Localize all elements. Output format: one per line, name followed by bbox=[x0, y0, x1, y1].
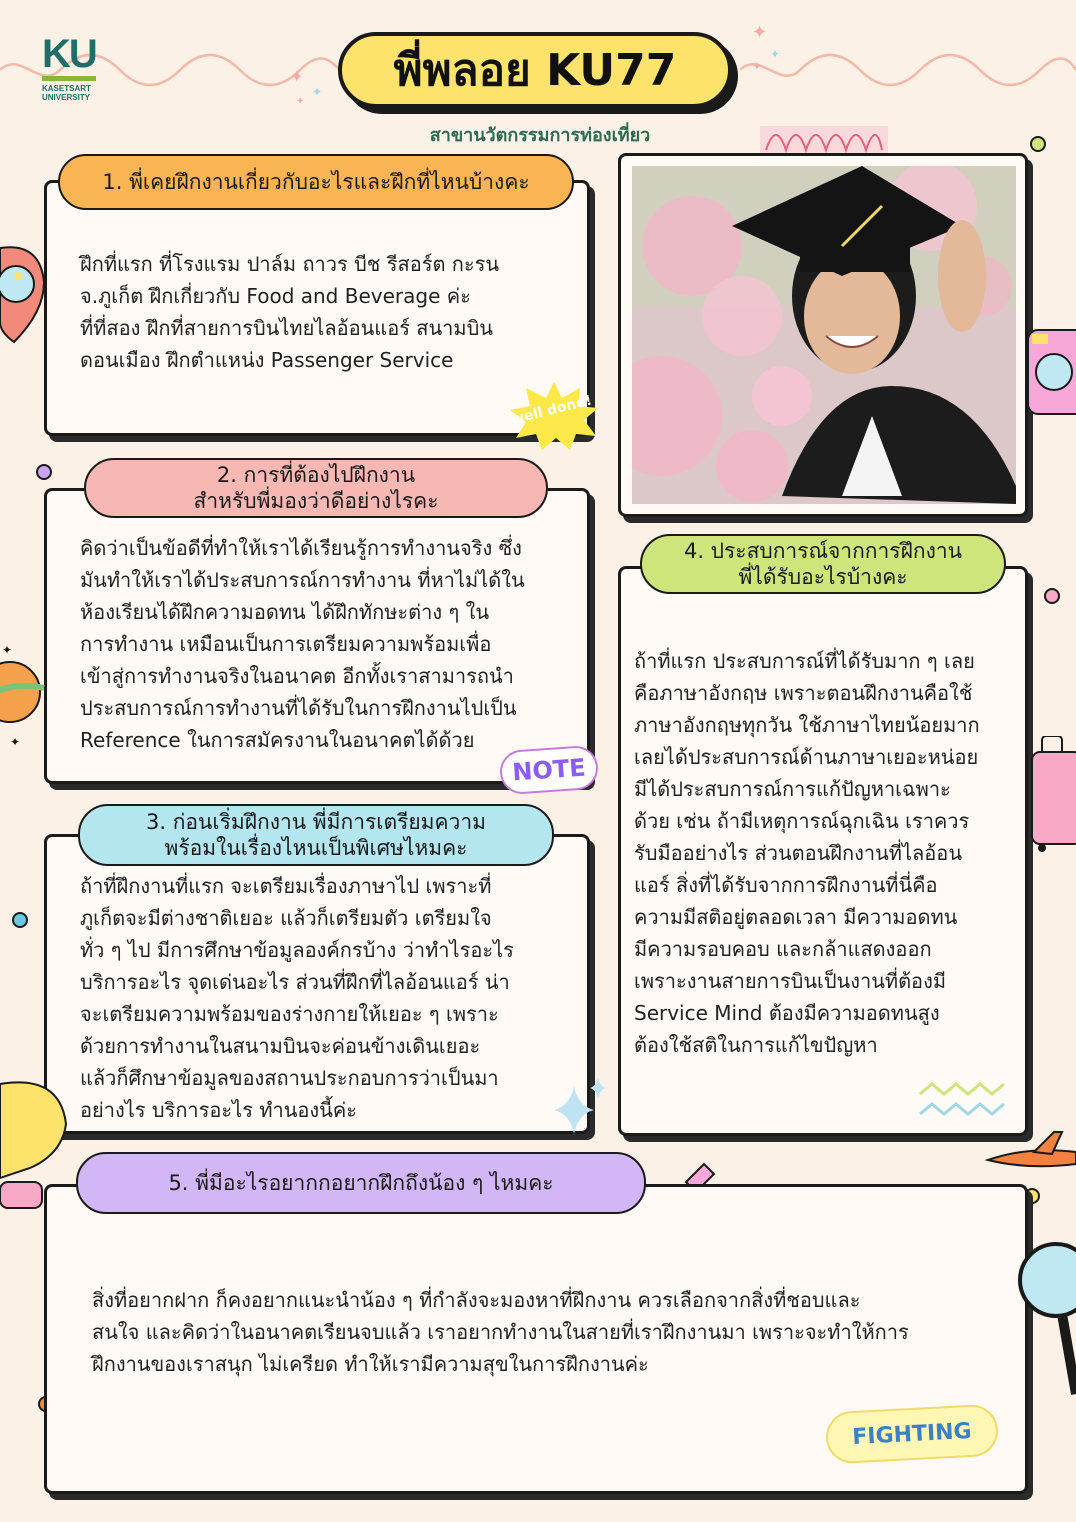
q3-answer-line: แล้วก็ศึกษาข้อมูลของสถานประกอบการว่าเป็นมา bbox=[80, 1066, 499, 1090]
q1-answer-line: จ.ภูเก็ต ฝึกเกี่ยวกับ Food and Beverage ค่ะ bbox=[80, 284, 471, 308]
q3-question-line1: 3. ก่อนเริ่มฝึกงาน พี่มีการเตรียมความ bbox=[146, 810, 486, 834]
camera-icon bbox=[1028, 320, 1076, 420]
q3-answer-line: ถ้าที่ฝึกงานที่แรก จะเตรียมเรื่องภาษาไป เพราะที่ bbox=[80, 874, 492, 898]
suitcase-icon bbox=[1030, 736, 1076, 852]
q2-answer-line: ประสบการณ์การทำงานที่ได้รับในการฝึกงานไปเป็น bbox=[80, 696, 517, 720]
q4-answer-line: เพราะงานสายการบินเป็นงานที่ต้องมี bbox=[634, 969, 947, 993]
q2-question-pill bbox=[84, 458, 548, 518]
q1-answer bbox=[80, 248, 580, 376]
airplane-icon bbox=[984, 1130, 1076, 1182]
q4-question-line2: พี่ได้รับอะไรบ้างคะ bbox=[738, 565, 908, 589]
logo-bar bbox=[42, 76, 96, 81]
q1-answer-line: ดอนเมือง ฝึกตำแหน่ง Passenger Service bbox=[80, 348, 454, 372]
q5-answer-line: สิ่งที่อยากฝาก ก็คงอยากแนะนำน้อง ๆ ที่กำลังจะมองหาที่ฝึกงาน ควรเลือกจากสิ่งที่ชอบและ bbox=[92, 1288, 861, 1312]
q2-answer-line: เข้าสู่การทำงานจริงในอนาคต อีกทั้งเราสามารถนำ bbox=[80, 664, 514, 688]
q5-question: 5. พี่มีอะไรอยากกอยากฝึกถึงน้อง ๆ ไหมคะ bbox=[168, 1171, 554, 1195]
svg-text:✦: ✦ bbox=[752, 59, 763, 73]
q4-answer-line: คือภาษาอังกฤษ เพราะตอนฝึกงานคือใช้ bbox=[634, 681, 973, 705]
q5-question-pill bbox=[76, 1152, 646, 1214]
q2-answer-line: การทำงาน เหมือนเป็นการเตรียมความพร้อมเพื่อ bbox=[80, 632, 492, 656]
decorative-dot bbox=[36, 464, 52, 480]
q3-answer-line: อย่างไร บริการอะไร ทำนองนี้ค่ะ bbox=[80, 1098, 357, 1122]
q5-answer-line: ฝึกงานของเราสนุก ไม่เครียด ทำให้เรามีความสุขในการฝึกงานค่ะ bbox=[92, 1352, 649, 1376]
logo-text-line1: KASETSART bbox=[42, 84, 91, 93]
q4-answer-line: เลยได้ประสบการณ์ด้านภาษาเยอะหน่อย bbox=[634, 745, 979, 769]
q4-question-pill bbox=[640, 534, 1006, 594]
magnifier-icon bbox=[1016, 1240, 1076, 1400]
location-pin-icon bbox=[0, 240, 50, 348]
zigzag-decoration bbox=[918, 1080, 1014, 1120]
fighting-sticker: FIGHTING bbox=[825, 1404, 999, 1465]
note-sticker: NOTE bbox=[499, 745, 600, 796]
q3-answer-line: ทั่ว ๆ ไป มีการศึกษาข้อมูลองค์กรบ้าง ว่าทำไรอะไร bbox=[80, 938, 514, 962]
q2-question-line1: 2. การที่ต้องไปฝึกงาน bbox=[216, 463, 416, 487]
q4-answer-line: ภาษาอังกฤษทุกวัน ใช้ภาษาไทยน้อยมาก bbox=[634, 713, 980, 737]
q3-answer-line: ภูเก็ตจะมีต่างชาติเยอะ แล้วก็เตรียมตัว เตรียมใจ bbox=[80, 906, 492, 930]
q4-answer bbox=[634, 645, 1024, 1061]
sparkle-stars-icon bbox=[286, 66, 336, 110]
well-done-sticker bbox=[508, 380, 600, 452]
q3-question-line2: พร้อมในเรื่องไหนเป็นพิเศษไหมคะ bbox=[164, 836, 468, 860]
q3-answer-line: ด้วยการทำงานในสนามบินจะค่อนข้างเดินเยอะ bbox=[80, 1034, 481, 1058]
planet-icon bbox=[0, 640, 48, 750]
page-title: พี่พลอย KU77 bbox=[338, 32, 732, 108]
svg-text:✦: ✦ bbox=[10, 735, 21, 749]
q1-question: 1. พี่เคยฝึกงานเกี่ยวกับอะไรและฝึกที่ไหนบ้างคะ bbox=[102, 170, 530, 194]
logo-text-line2: UNIVERSITY bbox=[42, 93, 91, 102]
q2-answer bbox=[80, 532, 580, 756]
logo-mark: KU bbox=[42, 32, 96, 76]
svg-text:✦: ✦ bbox=[296, 96, 305, 107]
q2-answer-line: Reference ในการสมัครงานในอนาคตได้ด้วย bbox=[80, 728, 475, 752]
q4-answer-line: ถ้าที่แรก ประสบการณ์ที่ได้รับมาก ๆ เลย bbox=[634, 649, 975, 673]
q4-answer-line: ด้วย เช่น ถ้ามีเหตุการณ์ฉุกเฉิน เราควร bbox=[634, 809, 970, 833]
q4-answer-line: Service Mind ต้องมีความอดทนสูง bbox=[634, 1001, 940, 1025]
graduate-photo bbox=[632, 166, 1016, 504]
well-done-text: well done! bbox=[509, 392, 594, 429]
svg-text:✦: ✦ bbox=[312, 85, 323, 99]
q2-answer-line: คิดว่าเป็นข้อดีที่ทำให้เราได้เรียนรู้การทำงานจริง ซึ่ง bbox=[80, 536, 522, 560]
sparkle-stars-icon bbox=[748, 20, 798, 80]
q2-question-line2: สำหรับพี่มองว่าดีอย่างไรคะ bbox=[193, 489, 439, 513]
q4-answer-line: ความมีสติอยู่ตลอดเวลา มีความอดทน bbox=[634, 905, 958, 929]
q3-answer-line: จะเตรียมความพร้อมของร่างกายให้เยอะ ๆ เพราะ bbox=[80, 1002, 499, 1026]
decorative-dot bbox=[12, 912, 28, 928]
q5-answer-line: สนใจ และคิดว่าในอนาคตเรียนจบแล้ว เราอยากทำงานในสายที่เราฝึกงานมา เพราะจะทำให้การ bbox=[92, 1320, 909, 1344]
svg-text:✦: ✦ bbox=[2, 643, 13, 657]
decorative-dot bbox=[1030, 136, 1046, 152]
q1-question-pill bbox=[58, 154, 574, 210]
q1-answer-line: ฝึกที่แรก ที่โรงแรม ปาล์ม ถาวร บีช รีสอร์ต กะรน bbox=[80, 252, 500, 276]
q4-question-line1: 4. ประสบการณ์จากการฝึกงาน bbox=[683, 539, 963, 563]
decorative-dot bbox=[1044, 588, 1060, 604]
q2-answer-line: มันทำให้เราได้ประสบการณ์การทำงาน ที่หาไม่ได้ใน bbox=[80, 568, 525, 592]
page-subtitle: สาขานวัตกรรมการท่องเที่ยว bbox=[429, 125, 651, 146]
q4-answer-line: รับมืออย่างไร ส่วนตอนฝึกงานที่ไลอ้อน bbox=[634, 841, 962, 865]
svg-text:✦: ✦ bbox=[752, 22, 768, 43]
svg-text:✦: ✦ bbox=[290, 67, 304, 86]
q4-answer-line: มีได้ประสบการณ์การแก้ปัญหาเฉพาะ bbox=[634, 777, 951, 801]
q3-answer bbox=[80, 870, 580, 1126]
q3-answer-line: บริการอะไร จุดเด่นอะไร ส่วนที่ฝึกที่ไลอ้อนแอร์ น่า bbox=[80, 970, 510, 994]
q4-answer-line: ต้องใช้สติในการแก้ไขปัญหา bbox=[634, 1033, 878, 1057]
ku-logo bbox=[42, 34, 112, 102]
svg-text:✦: ✦ bbox=[770, 47, 781, 61]
q3-question-pill bbox=[78, 804, 554, 866]
q1-answer-line: ที่ที่สอง ฝึกที่สายการบินไทยไลอ้อนแอร์ สนามบิน bbox=[80, 316, 493, 340]
q4-answer-line: มีความรอบคอบ และกล้าแสดงออก bbox=[634, 937, 932, 961]
q4-answer-line: แอร์ สิ่งที่ได้รับจากการฝึกงานที่นี่คือ bbox=[634, 873, 938, 897]
sparkle-icon bbox=[552, 1076, 608, 1140]
q5-answer bbox=[92, 1284, 1022, 1380]
q2-answer-line: ห้องเรียนได้ฝึกความอดทน ได้ฝึกทักษะต่าง ๆ ใน bbox=[80, 600, 490, 624]
